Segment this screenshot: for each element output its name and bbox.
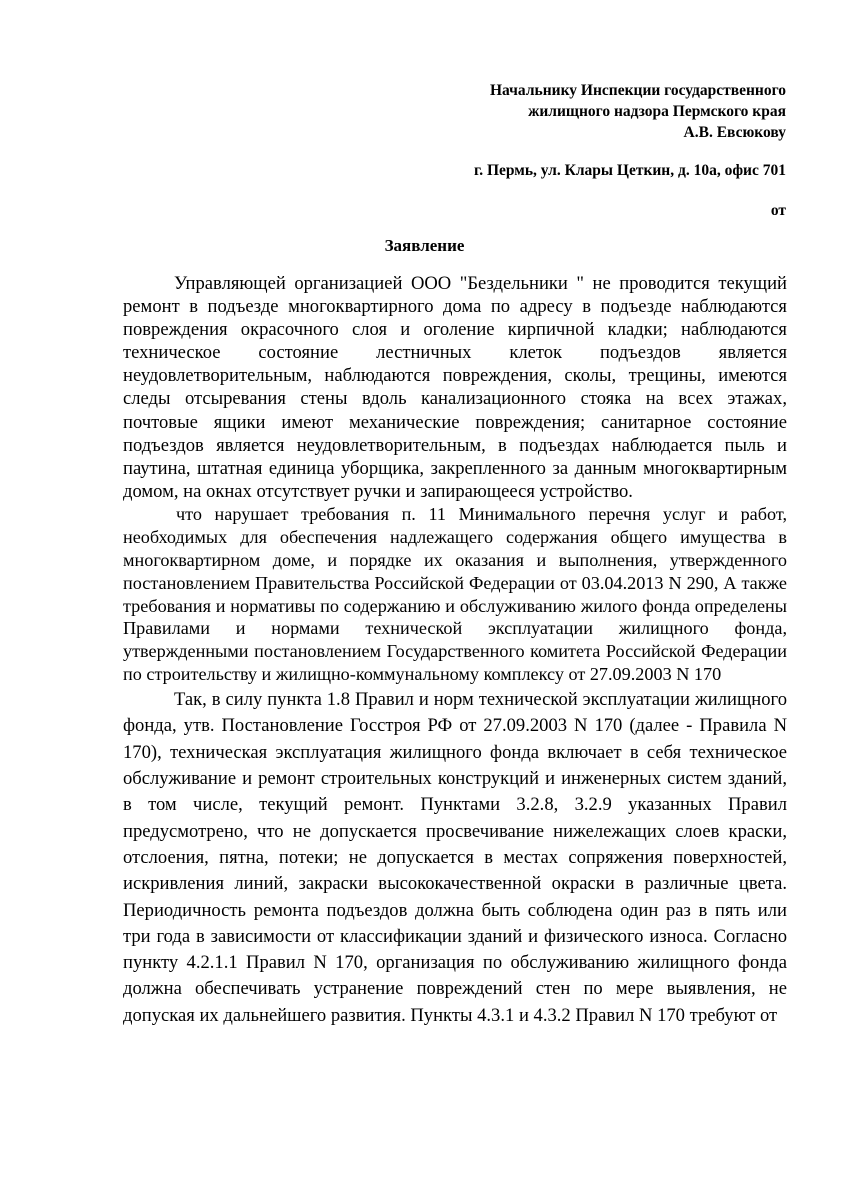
- paragraph-2: что нарушает требования п. 11 Минимального перечня услуг и работ, необходимых для обеспечения надлежащего содержания общего имущества в многоквартирном доме, и порядке их оказания и выполнения, утвержденного постановлением Правительства Российской Федерации от 03.04.2013 N 290, А также требования и нормативы по содержанию и обслуживанию жилого фонда определены Правилами и нормами технической эксплуатации жилищного фонда, утвержденными постановлением Государственного комитета Российской Федерации по строительству и жилищно-коммунальному комплексу от 27.09.2003 N 170: [123, 503, 787, 685]
- document-title: Заявление: [384, 236, 465, 255]
- paragraph-3: Так, в силу пункта 1.8 Правил и норм технической эксплуатации жилищного фонда, утв. Постановление Госстроя РФ от 27.09.2003 N 170 (далее - Правила N 170), техническая эксплуатация жилищного фонда включает в себя техническое обслуживание и ремонт строительных конструкций и инженерных систем зданий, в том числе, текущий ремонт. Пунктами 3.2.8, 3.2.9 указанных Правил предусмотрено, что не допускается просвечивание нижележащих слоев краски, отслоения, пятна, потеки; не допускается в местах сопряжения поверхностей, искривления линий, закраски высококачественной окраски в различные цвета. Периодичность ремонта подъездов должна быть соблюдена один раз в пять или три года в зависимости от классификации зданий и физического износа. Согласно пункту 4.2.1.1 Правил N 170, организация по обслуживанию жилищного фонда должна обеспечивать устранение повреждений стен по мере выявления, не допуская их дальнейшего развития. Пункты 4.3.1 и 4.3.2 Правил N 170 требуют от: [123, 689, 787, 1026]
- document-body: [123, 272, 787, 1029]
- paragraph-1: Управляющей организацией ООО "Бездельники " не проводится текущий ремонт в подъезде многоквартирного дома по адресу в подъезде наблюдаются повреждения окрасочного слоя и оголение кирпичной кладки; наблюдаются техническое состояние лестничных клеток подъездов является неудовлетворительным, наблюдаются повреждения, сколы, трещины, имеются следы отсыревания стены вдоль канализационного стояка на всех этажах, почтовые ящики имеют механические повреждения; санитарное состояние подъездов является неудовлетворительным, в подъездах наблюдается пыль и паутина, штатная единица уборщика, закрепленного за данным многоквартирным домом, на окнах отсутствует ручки и запирающееся устройство.: [123, 273, 787, 502]
- addressee-line-3: А.В. Евсюкову: [683, 124, 786, 141]
- addressee-line-2: жилищного надзора Пермского края: [528, 103, 786, 120]
- recipient-address: г. Пермь, ул. Клары Цеткин, д. 10а, офис 701: [473, 162, 786, 179]
- from-label: от: [770, 202, 786, 219]
- addressee-block: [490, 80, 786, 143]
- addressee-line-1: Начальнику Инспекции государственного: [490, 82, 786, 99]
